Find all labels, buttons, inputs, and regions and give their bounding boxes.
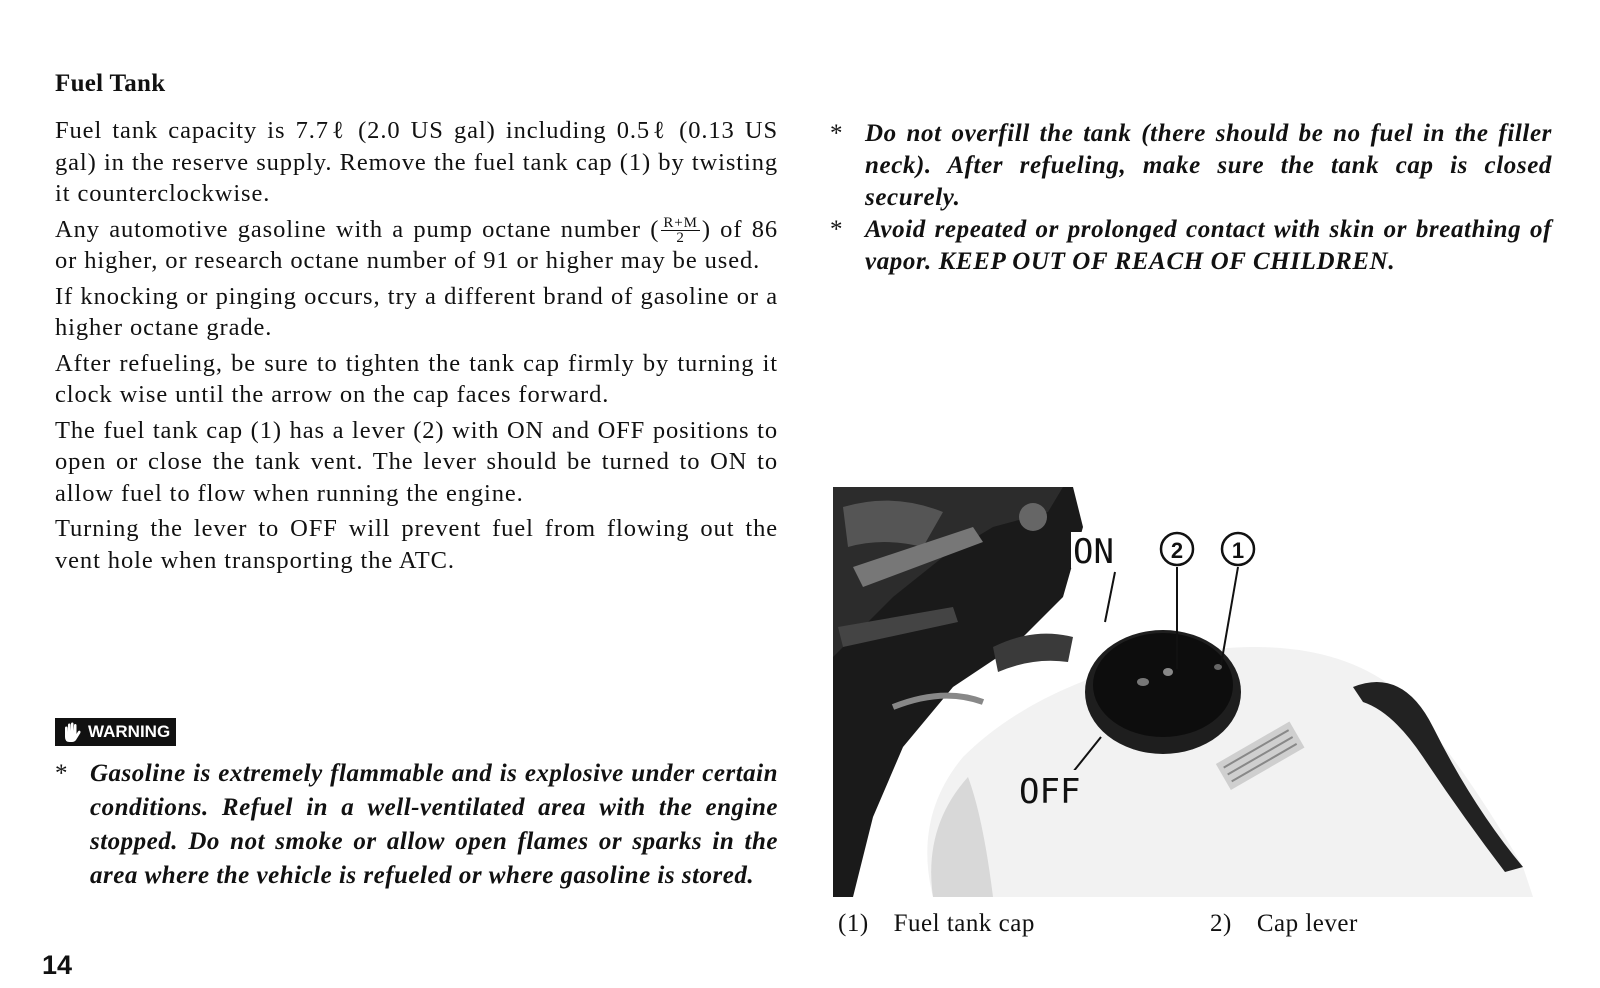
warning-list: [55, 757, 778, 893]
paragraph-transport: Turning the lever to OFF will prevent fuel from flowing out the vent hole when transporting the ATC.: [55, 515, 778, 574]
callout-2-label: 2: [1170, 538, 1184, 563]
bullet-marker: *: [830, 120, 844, 147]
paragraph-knocking: If knocking or pinging occurs, try a different brand of gasoline or a higher octane grade.: [55, 282, 778, 342]
caution-notes: [830, 118, 1552, 278]
bullet-marker: *: [55, 760, 68, 787]
paragraph-lever: The fuel tank cap (1) has a lever (2) with ON and OFF positions to open or close the tank vent. The lever should be turned to ON to allow fuel to flow when running the engine.: [55, 416, 778, 507]
section-heading: Fuel Tank: [55, 70, 166, 97]
callout-1-label: 1: [1231, 538, 1245, 563]
warning-label: WARNING: [88, 722, 171, 741]
caption-text: Fuel tank cap: [893, 910, 1035, 937]
note-item: [830, 118, 1552, 214]
paragraph-capacity: Fuel tank capacity is 7.7ℓ (2.0 US gal) including 0.5ℓ (0.13 US gal) in the reserve supply. Remove the fuel tank cap (1) by twisting it counterclockwise.: [55, 117, 778, 207]
off-position-label: OFF: [1019, 772, 1081, 812]
left-column-text: [55, 115, 778, 580]
octane-text-start: Any automotive gasoline with a pump octane number (: [55, 215, 660, 243]
fraction-numerator: R+M: [663, 215, 698, 232]
caption-fuel-tank-cap: [838, 910, 1035, 938]
caption-number: 2): [1210, 910, 1232, 937]
warning-badge: [55, 718, 176, 746]
note-item: [830, 214, 1552, 278]
warning-text: Gasoline is extremely flammable and is explosive under certain conditions. Refuel in a well-ventilated area with the engine stopped. Do not smoke or allow open flames or sparks in the area where the vehicle is refueled or where gasoline is stored.: [90, 760, 778, 889]
octane-text-end: ) of 86 or higher, or research octane number of 91 or higher may be used.: [55, 215, 778, 275]
warning-item: [55, 757, 778, 893]
note-text-overfill: Do not overfill the tank (there should be no fuel in the filler neck). After refueling, make sure the tank cap is closed securely.: [865, 120, 1552, 211]
caption-text: Cap lever: [1256, 910, 1358, 937]
paragraph-refueling: After refueling, be sure to tighten the tank cap firmly by turning it clock wise until the arrow on the cap faces forward.: [55, 349, 778, 409]
bullet-marker: *: [830, 216, 844, 243]
paragraph-octane: [55, 214, 778, 277]
octane-fraction: [661, 216, 700, 245]
page-number: 14: [42, 950, 73, 980]
caption-cap-lever: [1210, 910, 1358, 938]
fraction-denominator: 2: [676, 230, 685, 247]
note-text-contact: Avoid repeated or prolonged contact with skin or breathing of vapor. KEEP OUT OF REACH OF CHILDREN.: [865, 216, 1552, 275]
fuel-tank-cap-photo: [833, 487, 1551, 897]
on-position-label: ON: [1073, 532, 1114, 572]
warning-hand-icon: [61, 721, 83, 743]
caption-number: (1): [838, 910, 869, 937]
